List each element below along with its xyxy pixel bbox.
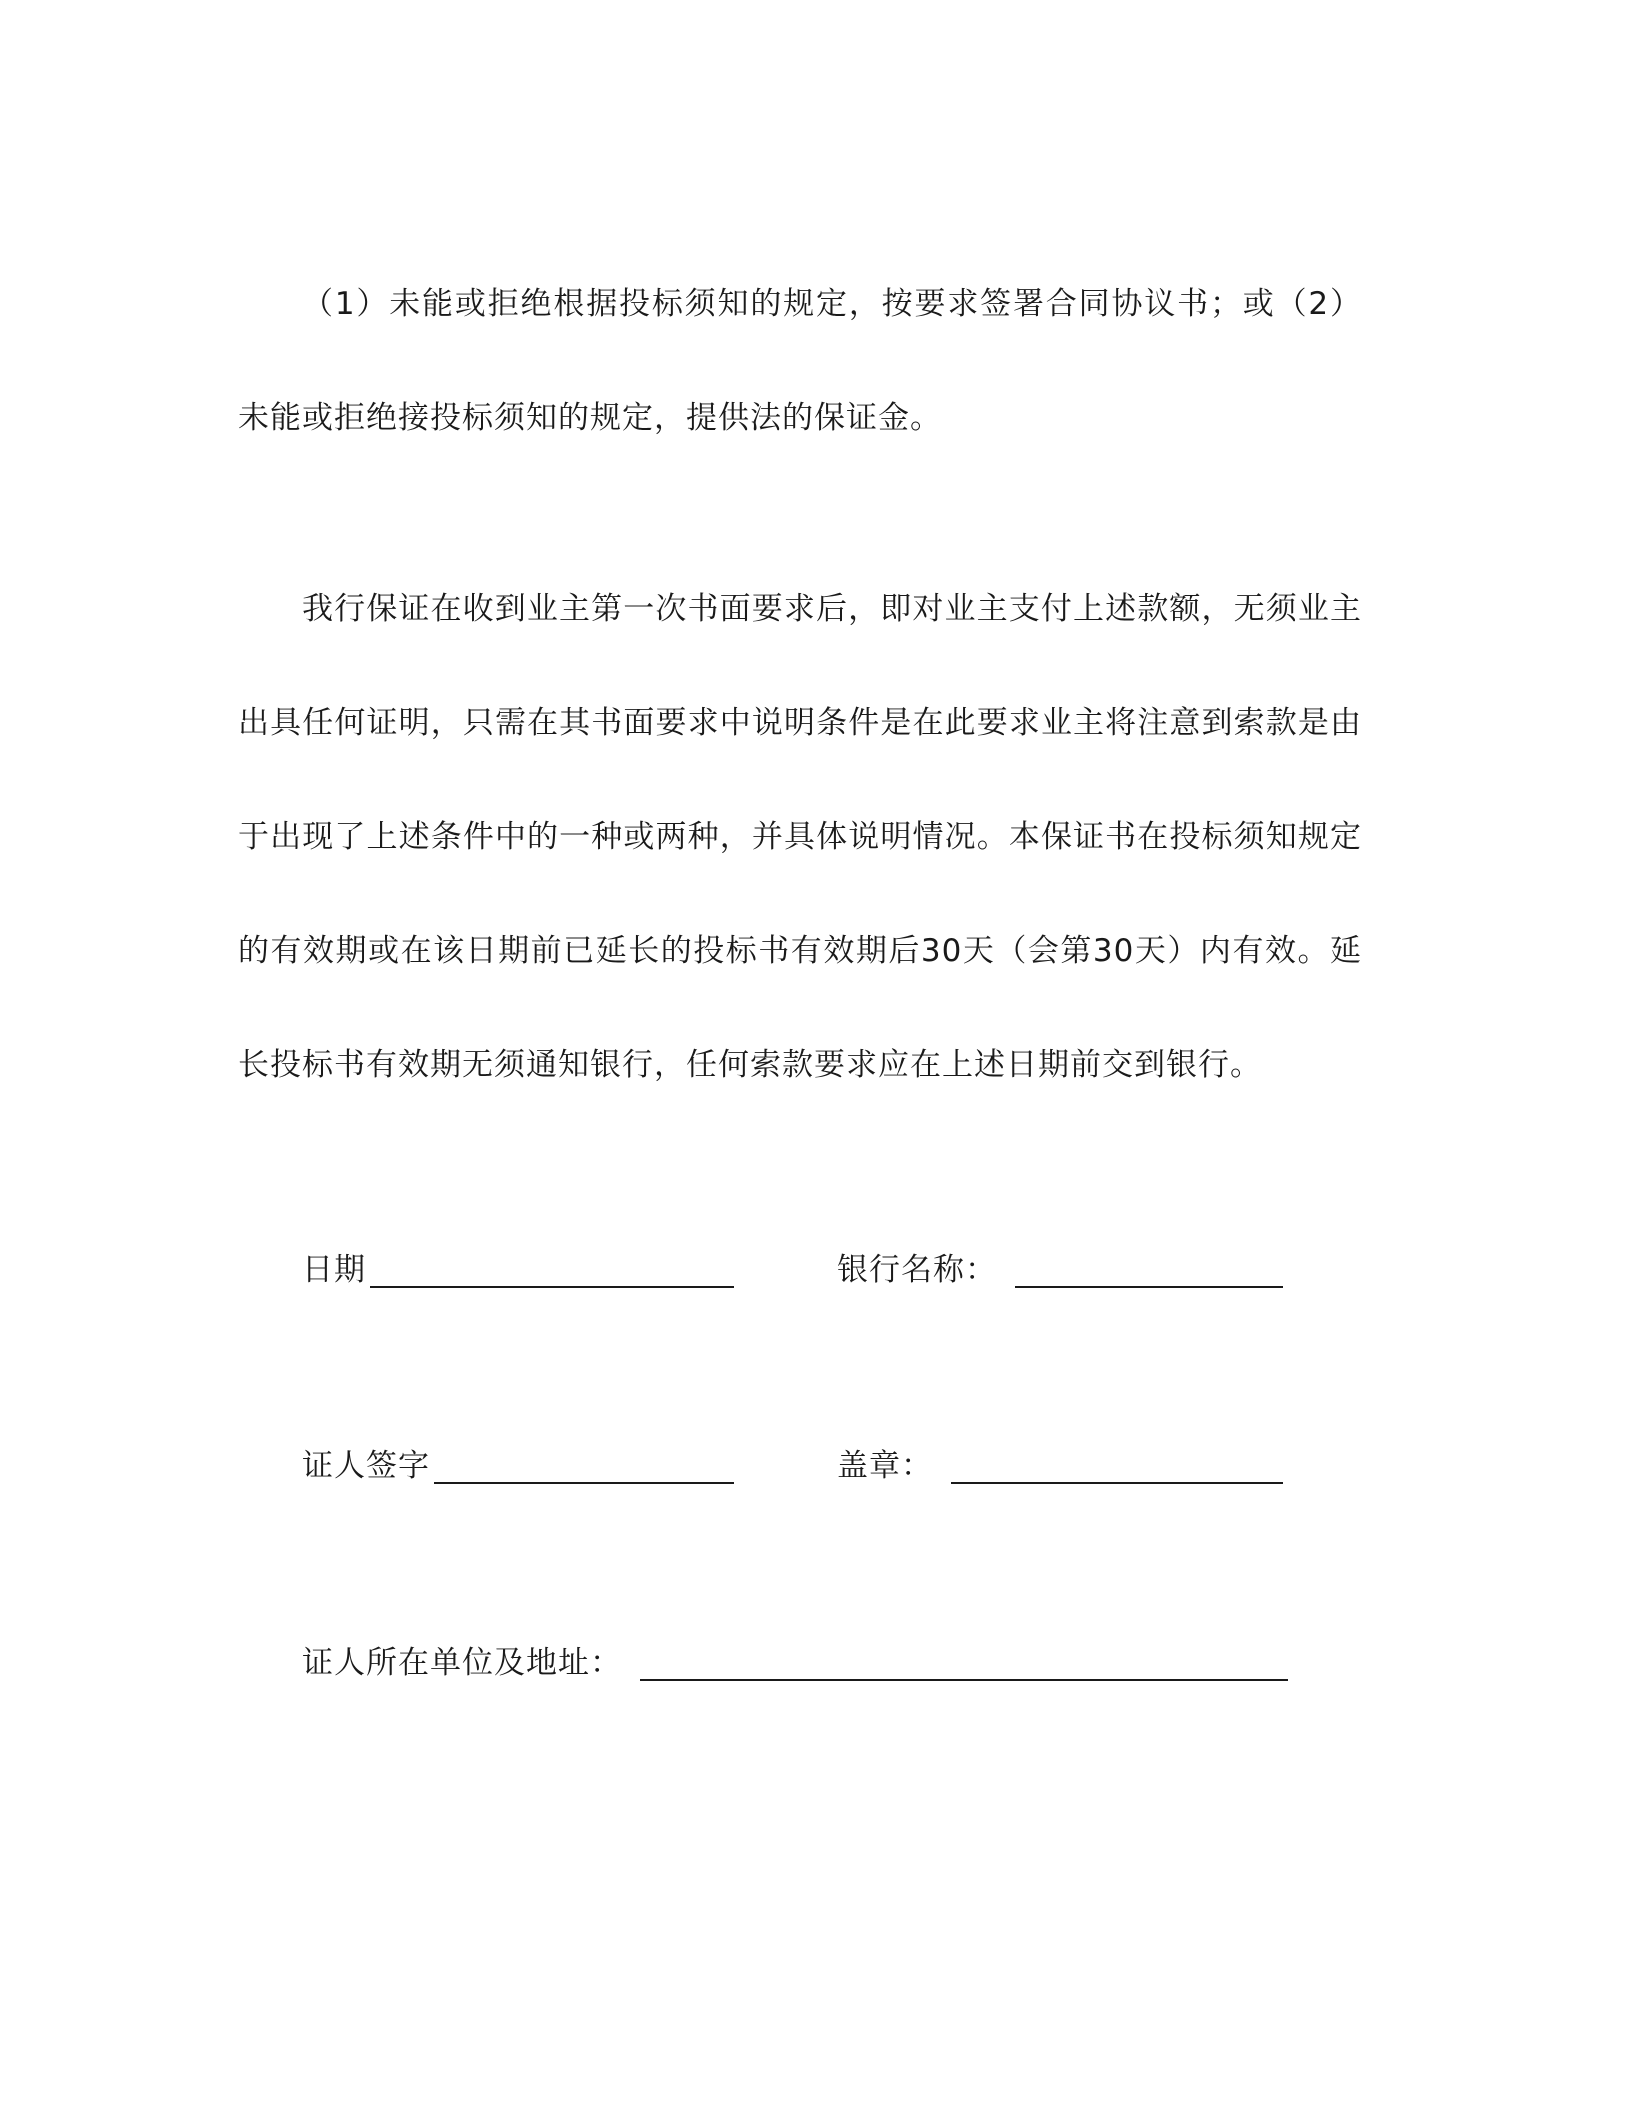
guarantee-conditions-paragraph: （1）未能或拒绝根据投标须知的规定，按要求签署合同协议书；或（2）未能或拒绝接投标须知的规定，提供法的保证金。	[238, 286, 1362, 436]
guarantee-payment-paragraph: 我行保证在收到业主第一次书面要求后，即对业主支付上述款额，无须业主出具任何证明，只需在其书面要求中说明条件是在此要求业主将注意到索款是由于出现了上述条件中的一种或两种，并具体说明情况。本保证书在投标须知规定的有效期或在该日期前已延长的投标书有效期后30天（会第30天）内有效。延长投标书有效期无须通知银行，任何索款要求应在上述日期前交到银行。	[238, 591, 1362, 1083]
date-label: 日期	[302, 1252, 366, 1288]
witness-address-field[interactable]	[302, 1633, 1288, 1683]
date-blank-line[interactable]	[370, 1286, 734, 1288]
seal-blank-line[interactable]	[951, 1482, 1283, 1484]
witness-address-blank-line[interactable]	[640, 1679, 1288, 1681]
witness-address-label: 证人所在单位及地址：	[302, 1645, 622, 1681]
date-field[interactable]	[302, 1240, 734, 1290]
witness-signature-label: 证人签字	[302, 1448, 430, 1484]
seal-label: 盖章：	[837, 1448, 933, 1484]
bank-name-label: 银行名称：	[837, 1252, 997, 1288]
witness-signature-field[interactable]	[302, 1436, 734, 1486]
witness-signature-blank-line[interactable]	[434, 1482, 734, 1484]
bank-name-field[interactable]	[837, 1240, 1283, 1290]
bank-name-blank-line[interactable]	[1015, 1286, 1283, 1288]
seal-field[interactable]	[837, 1436, 1283, 1486]
